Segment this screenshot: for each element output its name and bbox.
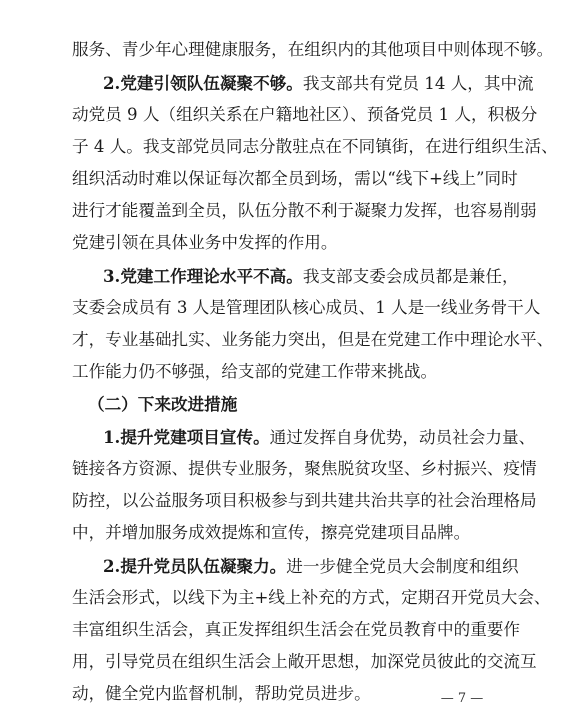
line-text: 工作能力仍不够强，给支部的党建工作带来挑战。	[72, 362, 438, 381]
paragraph-line	[72, 297, 541, 319]
line-text: 链接各方资源、提供专业服务，聚焦脱贫攻坚、乡村振兴、疫情	[72, 459, 537, 478]
paragraph-line	[103, 265, 519, 288]
paragraph-line	[72, 361, 492, 383]
paragraph-line	[72, 522, 492, 544]
paragraph-line	[103, 72, 534, 95]
line-text: 进一步健全党员大会制度和组织	[286, 557, 519, 576]
line-text: 进行才能覆盖到全员，队伍分散不利于凝聚力发挥，也容易削弱	[72, 201, 537, 220]
paragraph-line	[72, 232, 492, 254]
line-text: 用，引导党员在组织生活会上敞开思想，加深党员彼此的交流互	[72, 652, 537, 671]
line-text: 中，并增加服务成效提炼和宣传，擦亮党建项目品牌。	[72, 523, 471, 542]
paragraph-line	[88, 393, 492, 416]
section-heading: 2.提升党员队伍凝聚力。	[103, 556, 287, 576]
line-text: 服务、青少年心理健康服务，在组织内的其他项目中则体现不够。	[72, 40, 554, 59]
paragraph-line	[72, 168, 518, 190]
page-number: — 7 —	[440, 691, 484, 706]
paragraph-line	[72, 200, 537, 222]
paragraph-line	[103, 555, 519, 578]
section-heading: 2.党建引领队伍凝聚不够。	[103, 73, 303, 93]
line-text: 动，健全党内监督机制，帮助党员进步。	[72, 684, 371, 703]
line-text: 党建引领在具体业务中发挥的作用。	[72, 233, 338, 252]
paragraph-line	[103, 426, 536, 449]
paragraph-line	[72, 136, 558, 158]
paragraph-line	[72, 651, 537, 673]
paragraph-line	[72, 39, 554, 61]
subsection-heading: （二）下来改进措施	[88, 394, 238, 414]
line-text: 防控，以公益服务项目积极参与到共建共治共享的社会治理格局	[72, 491, 537, 510]
line-text: 才，专业基础扎实、业务能力突出，但是在党建工作中理论水平、	[72, 330, 554, 349]
line-text: 支委会成员有 3 人是管理团队核心成员、1 人是一线业务骨干人	[72, 298, 541, 317]
line-text: 动党员 9 人（组织关系在户籍地社区）、预备党员 1 人，积极分	[72, 105, 538, 124]
section-heading: 1.提升党建项目宣传。	[103, 427, 270, 447]
paragraph-line	[72, 683, 492, 705]
paragraph-line	[72, 619, 521, 641]
line-text: 我支部支委会成员都是兼任，	[302, 267, 519, 286]
line-text: 我支部共有党员 14 人，其中流	[302, 74, 534, 93]
paragraph-line	[72, 587, 551, 609]
line-text: 通过发挥自身优势，动员社会力量、	[269, 428, 536, 447]
line-text: 组织活动时难以保证每次都全员到场，需以“线下+线上”同时	[72, 169, 518, 188]
line-text: 生活会形式，以线下为主+线上补充的方式，定期召开党员大会、	[72, 588, 551, 607]
paragraph-line	[72, 458, 537, 480]
paragraph-line	[72, 490, 537, 512]
section-heading: 3.党建工作理论水平不高。	[103, 266, 303, 286]
paragraph-line	[72, 104, 538, 126]
line-text: 丰富组织生活会，真正发挥组织生活会在党员教育中的重要作	[72, 620, 521, 639]
line-text: 子 4 人。我支部党员同志分散驻点在不同镇街，在进行组织生活、	[72, 137, 558, 156]
paragraph-line	[72, 329, 554, 351]
